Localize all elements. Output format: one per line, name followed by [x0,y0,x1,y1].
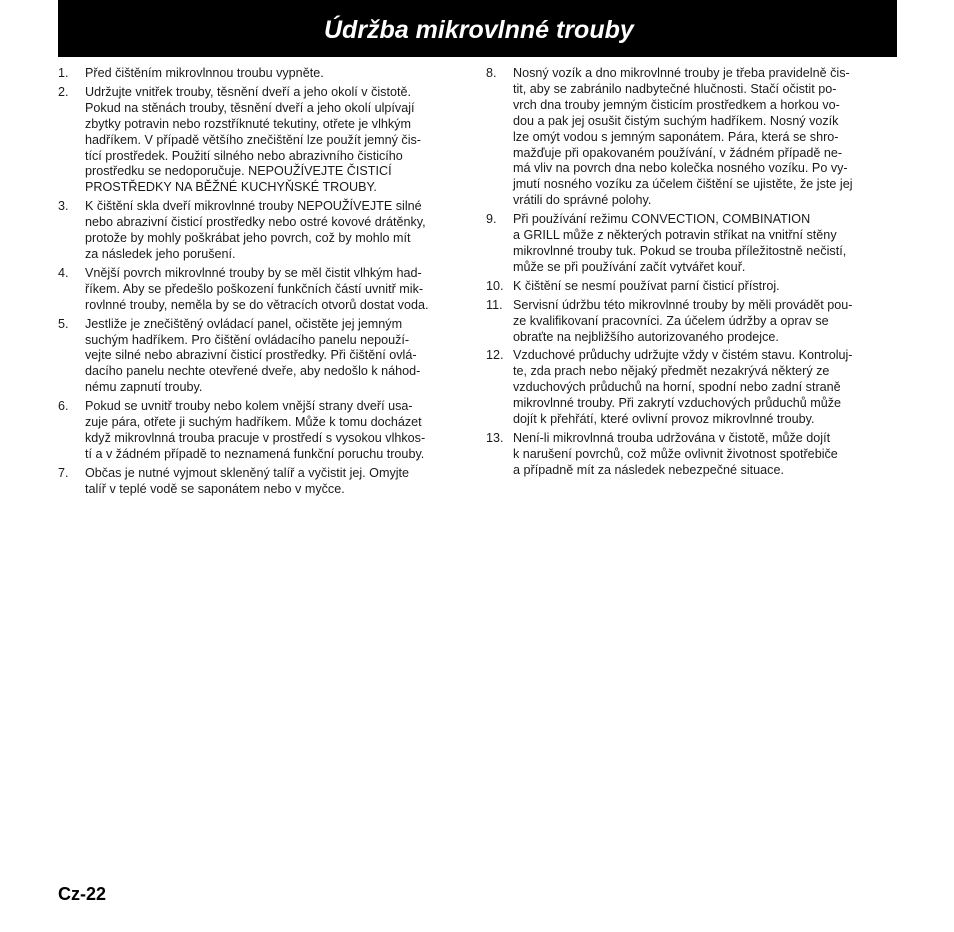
item-number: 2. [58,84,69,99]
list-item [486,66,896,209]
list-item [486,431,896,479]
item-number: 1. [58,66,69,80]
item-number: 5. [58,316,69,331]
item-text: K čištění skla dveří mikrovlnné trouby NEPOUŽÍVEJTE silné nebo abrazivní čisticí prostředky nebo ostré kovové drátěnky, protože by mohly poškrábat jeho povrch, což by mohlo mít za následek jeho porušení. [85,199,426,261]
list-item [58,266,468,314]
list-item [486,212,896,276]
list-item [58,317,468,397]
title-banner [58,0,897,57]
item-number: 9. [486,212,497,227]
item-number: 6. [58,399,69,414]
item-number: 11. [486,297,503,312]
item-text: Vzduchové průduchy udržujte vždy v čistém stavu. Kontroluj- te, zda prach nebo nějaký předmět nezakrývá některý ze vzduchových průduchů na horní, spodní nebo zadní straně mikrovlnné trouby. Při zakrytí vzduchových průduchů může dojít k přehřátí, které ovlivní provoz mikrovlnné trouby. [513,348,853,427]
item-number: 7. [58,465,69,480]
item-number: 8. [486,66,497,80]
item-text: Vnější povrch mikrovlnné trouby by se měl čistit vlhkým had- říkem. Aby se předešlo poškození funkčních částí uvnitř mik- rovlnné trouby, neměla by se do větracích otvorů dostat voda. [85,265,429,312]
page-title: Údržba mikrovlnné trouby [324,16,634,44]
list-item [486,298,896,346]
item-number: 3. [58,199,69,214]
item-text: Občas je nutné vyjmout skleněný talíř a vyčistit jej. Omyjte talíř v teplé vodě se saponátem nebo v myčce. [85,465,410,496]
item-text: Nosný vozík a dno mikrovlnné trouby je třeba pravidelně čis- tit, aby se zabránilo nadbytečné hlučnosti. Stačí očistit po- vrch dna trouby jemným čisticím prostředkem a horkou vo- dou a pak jej osušit čistým suchým hadříkem. Nosný vozík lze omýt vodou s jemným saponátem. Pára, která se shro- mažďuje při opakovaném používání, v žádném případě ne- má vliv na povrch dna nebo kolečka nosného vozíku. Po vy- jmutí nosného vozíku za účelem čištění se ujistěte, že jste jej vrátili do správné polohy. [513,66,853,208]
item-number: 10. [486,278,504,293]
list-item [58,199,468,263]
list-item [58,399,468,463]
list-item [58,466,468,498]
item-text: Při používání režimu CONVECTION, COMBINATION a GRILL může z některých potravin stříkat na vnitřní stěny mikrovlnné trouby tuk. Pokud se trouba příležitostně nečistí, může se při používání začít vytvářet kouř. [513,212,847,274]
item-number: 13. [486,430,504,445]
list-item [486,348,896,428]
item-text: K čištění se nesmí používat parní čisticí přístroj. [513,278,780,293]
item-text: Servisní údržbu této mikrovlnné trouby by měli provádět pou- ze kvalifikovaní pracovníci. Za účelem údržby a oprav se obraťte na nejbližšího autorizovaného prodejce. [513,297,853,344]
page-number: Cz-22 [58,884,107,904]
item-text: Není-li mikrovlnná trouba udržována v čistotě, může dojít k narušení povrchů, což může ovlivnit životnost spotřebiče a případně mít za následek nebezpečné situace. [513,430,838,477]
list-item [58,85,468,196]
item-number: 12. [486,348,504,363]
right-column [486,66,896,482]
left-column [58,66,468,501]
item-number: 4. [58,265,69,280]
item-text: Před čištěním mikrovlnnou troubu vypněte. [85,66,324,80]
item-text: Pokud se uvnitř trouby nebo kolem vnější strany dveří usa- zuje pára, otřete ji suchým hadříkem. Může k tomu docházet když mikrovlnná trouba pracuje v prostředí s vysokou vlhkos- tí a v žádném případě to neznamená funkční poruchu trouby. [85,399,426,461]
list-item [486,279,896,295]
item-text: Jestliže je znečištěný ovládací panel, očistěte jej jemným suchým hadříkem. Pro čištění ovládacího panelu nepouží- vejte silné nebo abrazivní čisticí prostředky. Při čištění ovlá- dacího panelu nechte otevřené dveře, aby nedošlo k náhod- nému zapnutí trouby. [85,316,421,395]
list-item [58,66,468,82]
item-text: Udržujte vnitřek trouby, těsnění dveří a jeho okolí v čistotě. Pokud na stěnách trouby, těsnění dveří a jeho okolí ulpívají zbytky potravin nebo rozstříknuté tekutiny, otřete je vlhkým hadříkem. V případě většího znečištění lze použít jemný čis- tící prostředek. Použití silného nebo abrazivního čisticího prostředku se nedoporučuje. NEPOUŽÍVEJTE ČISTICÍ PROSTŘEDKY NA BĚŽNÉ KUCHYŇSKÉ TROUBY. [85,84,421,195]
